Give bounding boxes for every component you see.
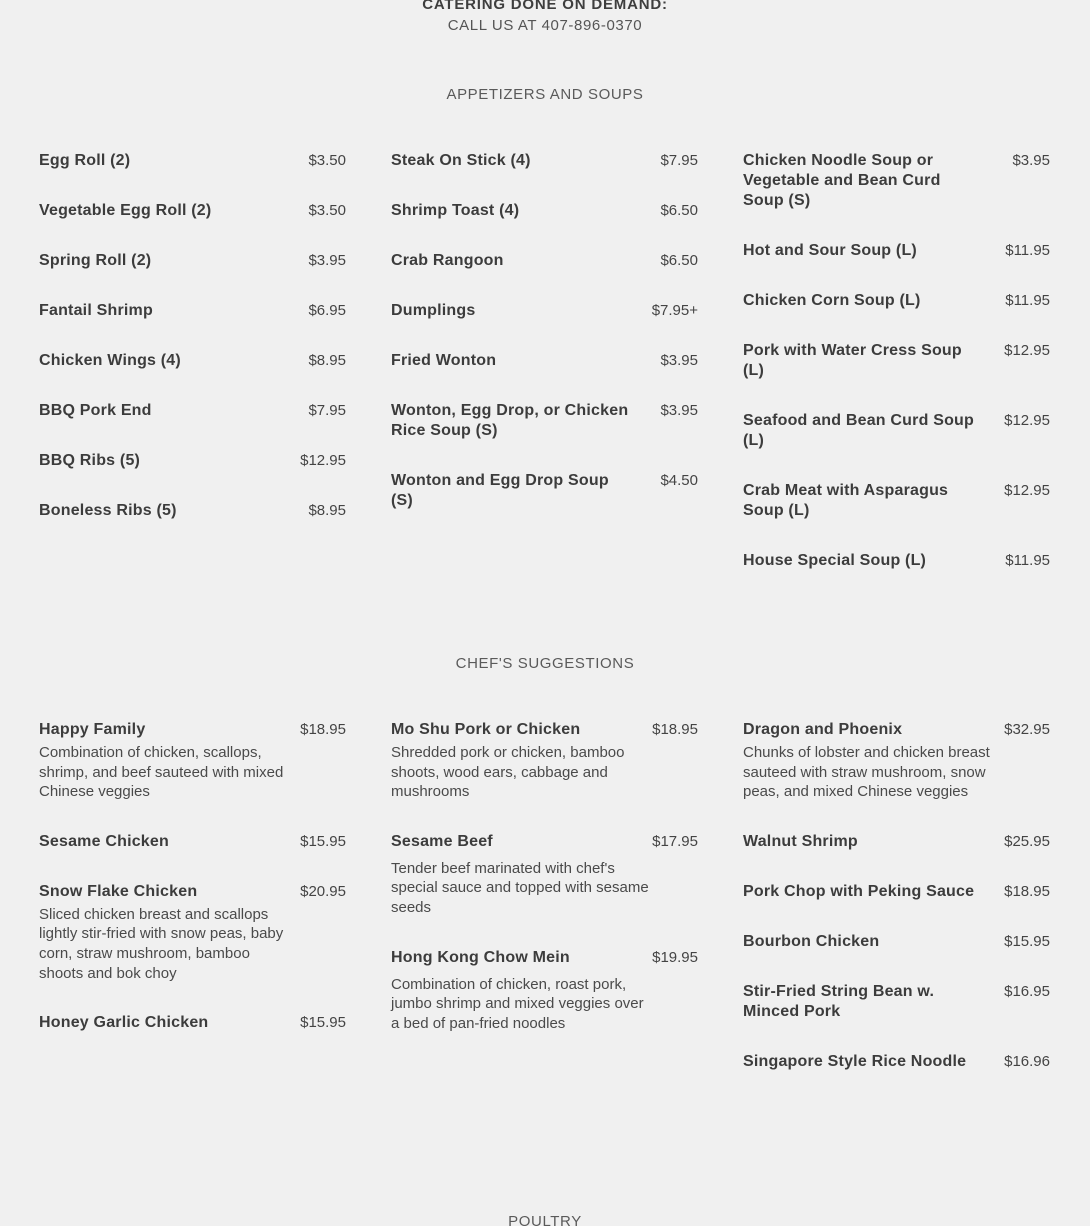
menu-item-price: $12.95 [1004, 412, 1050, 429]
menu-item-name: Pork with Water Cress Soup (L) [743, 342, 962, 379]
menu-item [39, 301, 346, 321]
menu-item-name: Boneless Ribs (5) [39, 502, 177, 519]
menu-item-price: $7.95+ [651, 302, 698, 319]
menu-item-description: Sliced chicken breast and scallops lightly stir-fried with snow peas, baby corn, straw mushroom, bamboo shoots and bok choy [39, 905, 284, 982]
menu-item-price: $8.95 [308, 352, 346, 369]
menu-item [391, 720, 698, 802]
menu-item [39, 1013, 346, 1033]
menu-item-header [39, 301, 346, 321]
menu-item [743, 411, 1050, 451]
menu-item-header [39, 720, 346, 740]
menu-item-header [743, 882, 1050, 902]
menu-item-header [743, 151, 1050, 211]
menu-item-header [743, 932, 1050, 952]
menu-item-header [743, 720, 1050, 740]
menu-item-name: Hot and Sour Soup (L) [743, 242, 917, 259]
menu-item-price: $8.95 [308, 502, 346, 519]
menu-item-price: $6.95 [308, 302, 346, 319]
menu-item [391, 251, 698, 271]
menu-item-price: $4.50 [660, 472, 698, 489]
menu-item-header [743, 1052, 1050, 1072]
menu-item [39, 720, 346, 802]
menu-item-description: Combination of chicken, scallops, shrimp, and beef sauteed with mixed Chinese veggies [39, 744, 284, 801]
menu-item-header [39, 201, 346, 221]
menu-item [39, 401, 346, 421]
section-title: APPETIZERS AND SOUPS [446, 86, 644, 103]
menu-item-price: $32.95 [1004, 721, 1050, 738]
menu-item-description: Chunks of lobster and chicken breast sauteed with straw mushroom, snow peas, and mixed Chinese veggies [743, 744, 990, 801]
menu-item-price: $16.96 [1004, 1052, 1050, 1070]
menu-item-header [39, 882, 346, 902]
menu-item [743, 341, 1050, 381]
menu-item-header [743, 481, 1050, 521]
menu-item [391, 401, 698, 441]
menu-item-price: $18.95 [652, 721, 698, 738]
menu-item-name: Hong Kong Chow Mein [391, 948, 570, 966]
menu-item-header [391, 301, 698, 321]
menu-item [743, 551, 1050, 571]
menu-item [743, 882, 1050, 902]
menu-item-name: Sesame Beef [391, 832, 493, 850]
menu-item-header [39, 501, 346, 521]
menu-item-header [39, 451, 346, 471]
menu-item-name: Shrimp Toast (4) [391, 202, 520, 219]
menu-item-name: Walnut Shrimp [743, 832, 858, 850]
menu-item-header [391, 251, 698, 271]
menu-item [391, 351, 698, 371]
menu-item-description: Shredded pork or chicken, bamboo shoots, wood ears, cabbage and mushrooms [391, 744, 625, 801]
menu-item-header [391, 201, 698, 221]
menu-item [39, 501, 346, 521]
menu-item-name: Chicken Wings (4) [39, 352, 181, 369]
menu-item-name: Chicken Corn Soup (L) [743, 292, 921, 309]
menu-item-header [391, 948, 698, 968]
menu-item-name: Crab Rangoon [391, 252, 504, 269]
menu-item-header [391, 151, 698, 171]
menu-item [39, 882, 346, 983]
menu-item-header [39, 151, 346, 171]
menu-item [39, 351, 346, 371]
menu-item-name: Pork Chop with Peking Sauce [743, 882, 975, 900]
menu-item-name: BBQ Pork End [39, 402, 152, 419]
menu-item-name: Sesame Chicken [39, 832, 169, 850]
menu-item-price: $11.95 [1005, 242, 1050, 259]
menu-item-price: $3.50 [308, 202, 346, 219]
menu-item-name: Stir-Fried String Bean w. Minced Pork [743, 982, 935, 1020]
menu-item [39, 201, 346, 221]
menu-item-name: House Special Soup (L) [743, 552, 927, 569]
menu-item-name: Steak On Stick (4) [391, 152, 531, 169]
menu-item-header [743, 411, 1050, 451]
menu-item-name: Honey Garlic Chicken [39, 1014, 209, 1032]
menu-item [39, 451, 346, 471]
menu-item-price: $12.95 [1004, 482, 1050, 499]
menu-item [391, 471, 698, 511]
menu-item [391, 151, 698, 171]
menu-item [391, 948, 698, 1034]
menu-item-name: Seafood and Bean Curd Soup (L) [743, 412, 974, 449]
menu-item-header [39, 1013, 346, 1033]
menu-item-header [39, 251, 346, 271]
menu-item-name: Snow Flake Chicken [39, 882, 198, 900]
menu-column [743, 720, 1050, 1102]
menu-item-description: Tender beef marinated with chef's special sauce and topped with sesame seeds [391, 859, 649, 916]
menu-item-price: $18.95 [300, 721, 346, 738]
menu-item-name: Happy Family [39, 721, 146, 738]
menu-item-header [743, 241, 1050, 261]
menu-item-price: $15.95 [300, 832, 346, 850]
menu-item-price: $11.95 [1005, 552, 1050, 569]
catering-phone[interactable]: CALL US AT 407-896-0370 [447, 17, 643, 34]
menu-item-name: Wonton and Egg Drop Soup (S) [391, 472, 609, 509]
menu-item-name: BBQ Ribs (5) [39, 452, 141, 469]
section-title: CHEF'S SUGGESTIONS [455, 655, 635, 672]
menu-item-price: $19.95 [652, 948, 698, 966]
menu-item [743, 291, 1050, 311]
menu-item-price: $3.95 [308, 252, 346, 269]
menu-item [743, 932, 1050, 952]
menu-item-price: $16.95 [1004, 982, 1050, 1000]
menu-item-header [39, 401, 346, 421]
menu-item-header [743, 551, 1050, 571]
menu-item-name: Chicken Noodle Soup or Vegetable and Bean Curd Soup (S) [743, 152, 941, 209]
menu-item [39, 151, 346, 171]
menu-column [39, 151, 346, 551]
menu-item [743, 481, 1050, 521]
menu-item-price: $12.95 [1004, 342, 1050, 359]
menu-item-header [743, 832, 1050, 852]
menu-column [39, 720, 346, 1063]
menu-item [391, 301, 698, 321]
menu-item [743, 241, 1050, 261]
menu-column [391, 151, 698, 541]
menu-item-price: $18.95 [1004, 882, 1050, 900]
menu-item-name: Vegetable Egg Roll (2) [39, 202, 212, 219]
menu-item [743, 151, 1050, 211]
menu-item [39, 251, 346, 271]
menu-item [39, 832, 346, 852]
menu-item-header [391, 401, 698, 441]
menu-item-header [743, 982, 1050, 1022]
menu-item-name: Egg Roll (2) [39, 152, 131, 169]
menu-item-header [391, 351, 698, 371]
menu-item-price: $6.50 [660, 202, 698, 219]
menu-item-price: $11.95 [1005, 292, 1050, 309]
menu-item-name: Fantail Shrimp [39, 302, 153, 319]
menu-item [743, 1052, 1050, 1072]
menu-item-description: Combination of chicken, roast pork, jumbo shrimp and mixed veggies over a bed of pan-fried noodles [391, 975, 644, 1032]
menu-item-price: $17.95 [652, 832, 698, 850]
catering-banner [0, 0, 1090, 36]
menu-item-header [39, 351, 346, 371]
menu-item-price: $3.95 [660, 352, 698, 369]
menu-item-name: Fried Wonton [391, 352, 497, 369]
menu-item-price: $25.95 [1004, 832, 1050, 850]
menu-item [743, 720, 1050, 802]
menu-item [743, 832, 1050, 852]
menu-item-price: $3.95 [1012, 152, 1050, 169]
menu-item-price: $3.95 [660, 402, 698, 419]
menu-item-header [743, 291, 1050, 311]
menu-column [391, 720, 698, 1063]
menu-item-header [39, 832, 346, 852]
menu-item-header [391, 832, 698, 852]
menu-item-price: $15.95 [300, 1014, 346, 1032]
menu-item-name: Singapore Style Rice Noodle [743, 1052, 967, 1070]
menu-item-price: $7.95 [660, 152, 698, 169]
menu-item-price: $12.95 [300, 452, 346, 469]
menu-item-header [391, 471, 698, 511]
menu-item-header [391, 720, 698, 740]
menu-item [391, 832, 698, 918]
menu-item-price: $6.50 [660, 252, 698, 269]
menu-item-name: Bourbon Chicken [743, 932, 880, 950]
menu-item-price: $15.95 [1004, 932, 1050, 950]
menu-item-name: Spring Roll (2) [39, 252, 152, 269]
menu-item-price: $20.95 [300, 882, 346, 900]
section-title: POULTRY [508, 1213, 582, 1226]
menu-item-name: Mo Shu Pork or Chicken [391, 721, 581, 738]
menu-item [743, 982, 1050, 1022]
menu-item-price: $7.95 [308, 402, 346, 419]
catering-title: CATERING DONE ON DEMAND: [422, 0, 668, 13]
menu-column [743, 151, 1050, 601]
menu-item [391, 201, 698, 221]
menu-item-name: Dragon and Phoenix [743, 721, 903, 738]
menu-item-name: Wonton, Egg Drop, or Chicken Rice Soup (S) [391, 402, 629, 439]
menu-item-header [743, 341, 1050, 381]
menu-item-price: $3.50 [308, 152, 346, 169]
menu-item-name: Crab Meat with Asparagus Soup (L) [743, 482, 949, 519]
menu-item-name: Dumplings [391, 302, 476, 319]
